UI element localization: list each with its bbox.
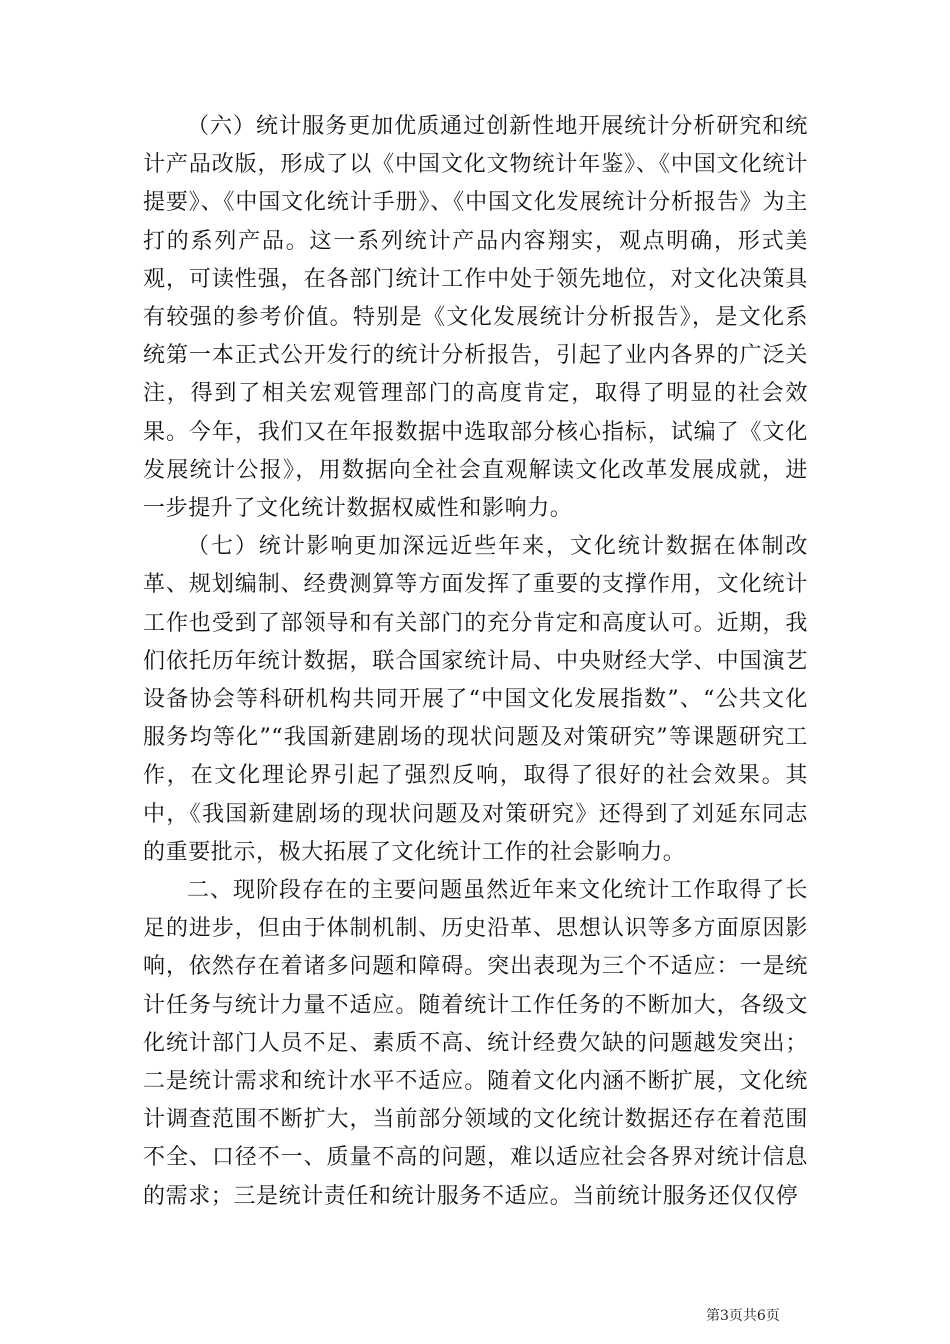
page-number-footer: 第3页共6页 — [706, 1308, 780, 1324]
paragraph-current-problems: 二、现阶段存在的主要问题虽然近年来文化统计工作取得了长足的进步，但由于体制机制、历史沿革、思想认识等多方面原因影响，依然存在着诸多问题和障碍。突出表现为三个不适应：一是统计任务与统计力量不适应。随着统计工作任务的不断加大，各级文化统计部门人员不足、素质不高、统计经费欠缺的问题越发突出；二是统计需求和统计水平不适应。随着文化内涵不断扩展，文化统计调查范围不断扩大，当前部分领域的文化统计数据还存在着范围不全、口径不一、质量不高的问题，难以适应社会各界对统计信息的需求；三是统计责任和统计服务不适应。当前统计服务还仅仅停 — [143, 878, 808, 1209]
paragraph-statistical-influence: （七）统计影响更加深远近些年来，文化统计数据在体制改革、规划编制、经费测算等方面发挥了重要的支撑作用，文化统计工作也受到了部领导和有关部门的充分肯定和高度认可。近期，我们依托历年统计数据，联合国家统计局、中央财经大学、中国演艺设备协会等科研机构共同开展了“中国文化发展指数”、“公共文化服务均等化”“我国新建剧场的现状问题及对策研究”等课题研究工作，在文化理论界引起了强烈反响，取得了很好的社会效果。其中，《我国新建剧场的现状问题及对策研究》还得到了刘延东同志的重要批示，极大拓展了文化统计工作的社会影响力。 — [143, 534, 808, 865]
paragraph-service-quality: （六）统计服务更加优质通过创新性地开展统计分析研究和统计产品改版，形成了以《中国文化文物统计年鉴》、《中国文化统计提要》、《中国文化统计手册》、《中国文化发展统计分析报告》为主打的系列产品。这一系列统计产品内容翔实，观点明确，形式美观，可读性强，在各部门统计工作中处于领先地位，对文化决策具有较强的参考价值。特别是《文化发展统计分析报告》，是文化系统第一本正式公开发行的统计分析报告，引起了业内各界的广泛关注，得到了相关宏观管理部门的高度肯定，取得了明显的社会效果。今年，我们又在年报数据中选取部分核心指标，试编了《文化发展统计公报》，用数据向全社会直观解读文化改革发展成就，进一步提升了文化统计数据权威性和影响力。 — [143, 114, 808, 522]
document-body — [143, 108, 808, 1216]
